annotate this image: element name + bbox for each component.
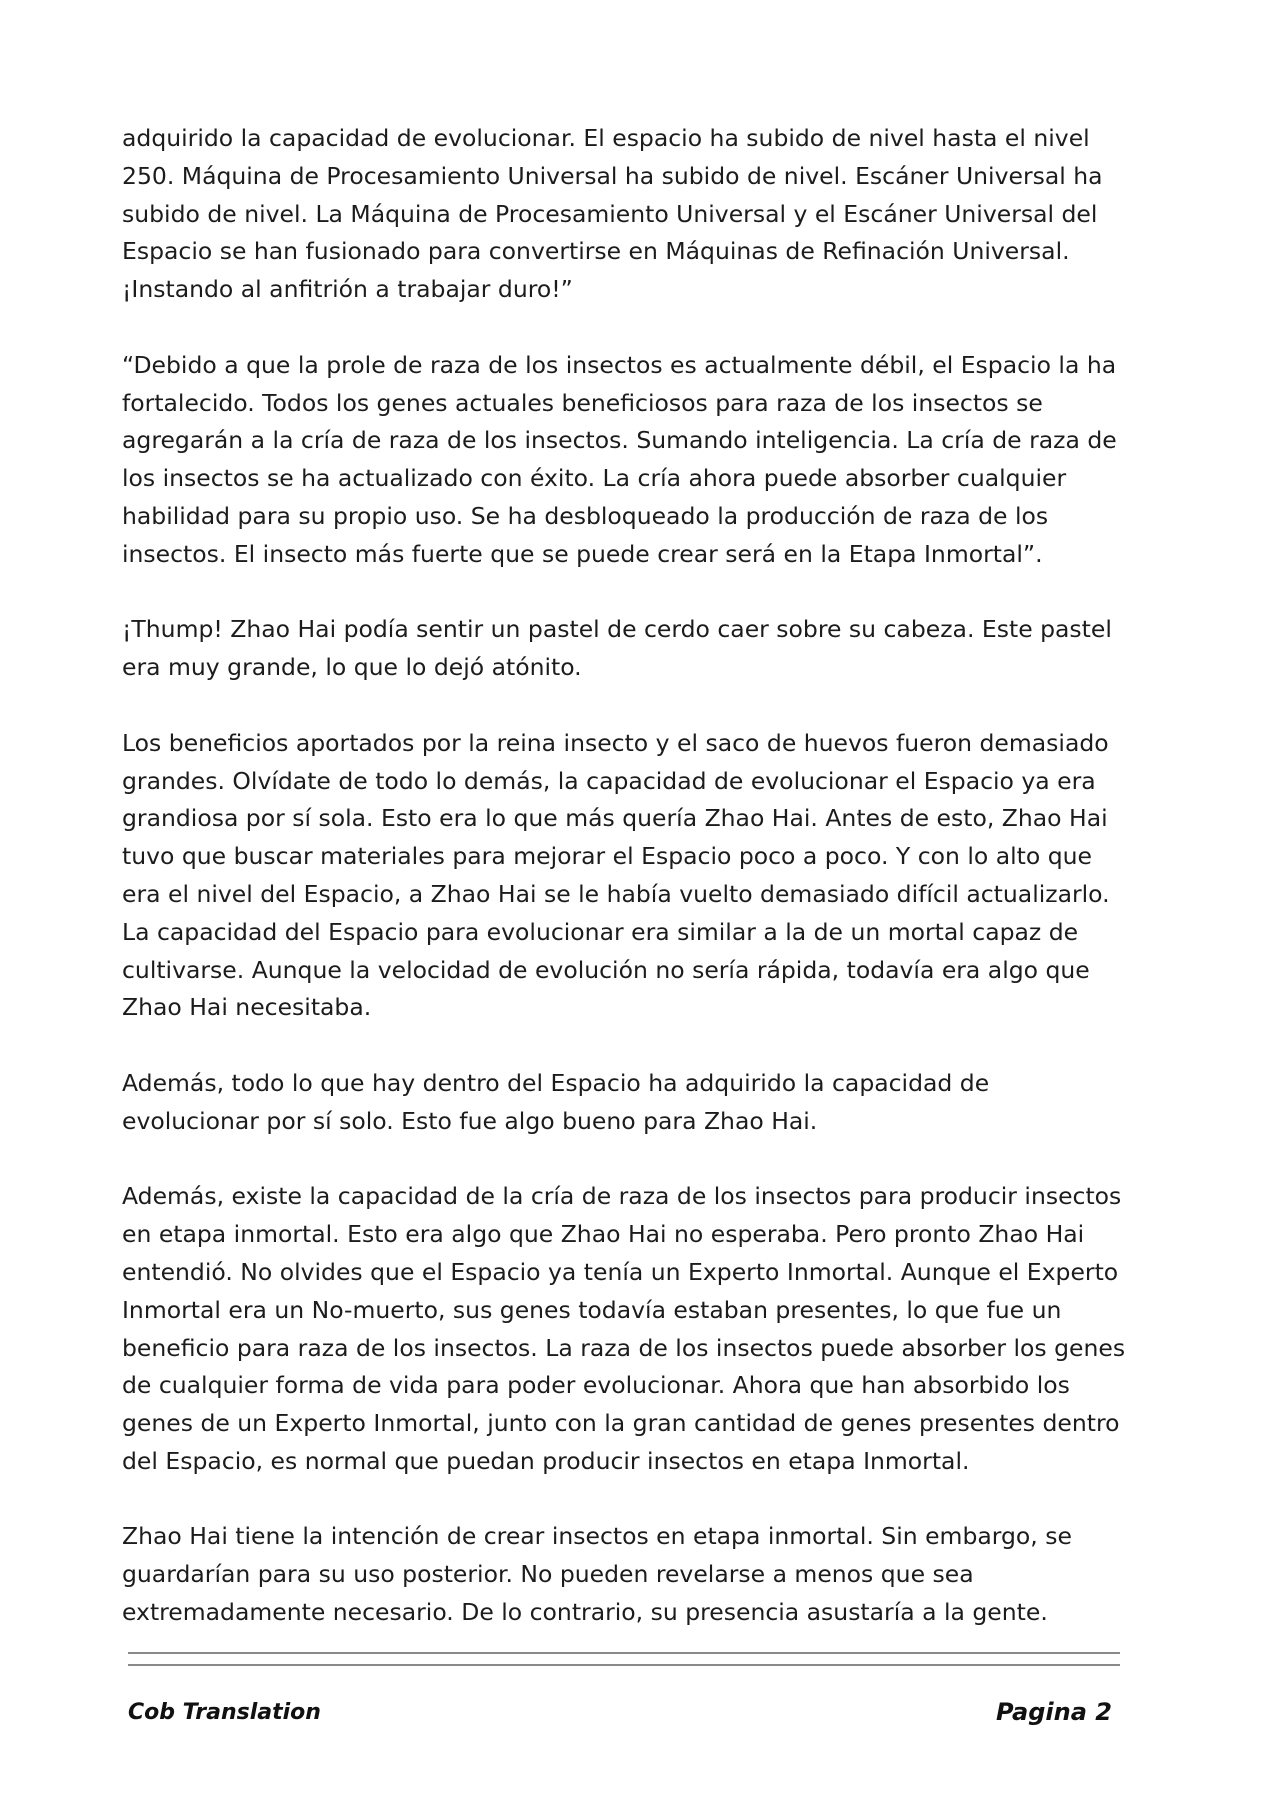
footer-rule-bottom	[128, 1664, 1120, 1666]
paragraph-2: “Debido a que la prole de raza de los insectos es actualmente débil, el Espacio la ha fortalecido. Todos los genes actuales beneficiosos para raza de los insectos se agregarán a la cría de raza de los insectos. Sumando inteligencia. La cría de raza de los insectos se ha actualizado con éxito. La cría ahora puede absorber cualquier habilidad para su propio uso. Se ha desbloqueado la producción de raza de los insectos. El insecto más fuerte que se puede crear será en la Etapa Inmortal”.	[122, 350, 1117, 568]
footer-divider	[128, 1652, 1120, 1668]
footer-page-number: Pagina 2	[996, 1698, 1112, 1726]
paragraph-5: Además, todo lo que hay dentro del Espacio ha adquirido la capacidad de evolucionar por sí solo. Esto fue algo bueno para Zhao Hai.	[122, 1068, 990, 1135]
paragraph-6: Además, existe la capacidad de la cría de raza de los insectos para producir insectos en etapa inmortal. Esto era algo que Zhao Hai no esperaba. Pero pronto Zhao Hai entendió. No olvides que el Espacio ya tenía un Experto Inmortal. Aunque el Experto Inmortal era un No-muerto, sus genes todavía estaban presentes, lo que fue un beneficio para raza de los insectos. La raza de los insectos puede absorber los genes de cualquier forma de vida para poder evolucionar. Ahora que han absorbido los genes de un Experto Inmortal, junto con la gran cantidad de genes presentes dentro del Espacio, es normal que puedan producir insectos en etapa Inmortal.	[122, 1182, 1126, 1475]
paragraph-4: Los beneficios aportados por la reina insecto y el saco de huevos fueron demasiado grandes. Olvídate de todo lo demás, la capacidad de evolucionar el Espacio ya era grandiosa por sí sola. Esto era lo que más quería Zhao Hai. Antes de esto, Zhao Hai tuvo que buscar materiales para mejorar el Espacio poco a poco. Y con lo alto que era el nivel del Espacio, a Zhao Hai se le había vuelto demasiado difícil actualizarlo. La capacidad del Espacio para evolucionar era similar a la de un mortal capaz de cultivarse. Aunque la velocidad de evolución no sería rápida, todavía era algo que Zhao Hai necesitaba.	[122, 728, 1110, 1022]
footer-translator-credit: Cob Translation	[128, 1700, 321, 1725]
footer-rule-top	[128, 1652, 1120, 1654]
paragraph-3: ¡Thump! Zhao Hai podía sentir un pastel de cerdo caer sobre su cabeza. Este pastel era muy grande, lo que lo dejó atónito.	[122, 615, 1112, 682]
body-text	[122, 120, 1127, 1670]
paragraph-1: adquirido la capacidad de evolucionar. El espacio ha subido de nivel hasta el nivel 250. Máquina de Procesamiento Universal ha subido de nivel. Escáner Universal ha subido de nivel. La Máquina de Procesamiento Universal y el Escáner Universal del Espacio se han fusionado para convertirse en Máquinas de Refinación Universal. ¡Instando al anfitrión a trabajar duro!”	[122, 124, 1103, 304]
paragraph-7: Zhao Hai tiene la intención de crear insectos en etapa inmortal. Sin embargo, se guardarían para su uso posterior. No pueden revelarse a menos que sea extremadamente necesario. De lo contrario, su presencia asustaría a la gente.	[122, 1522, 1072, 1627]
